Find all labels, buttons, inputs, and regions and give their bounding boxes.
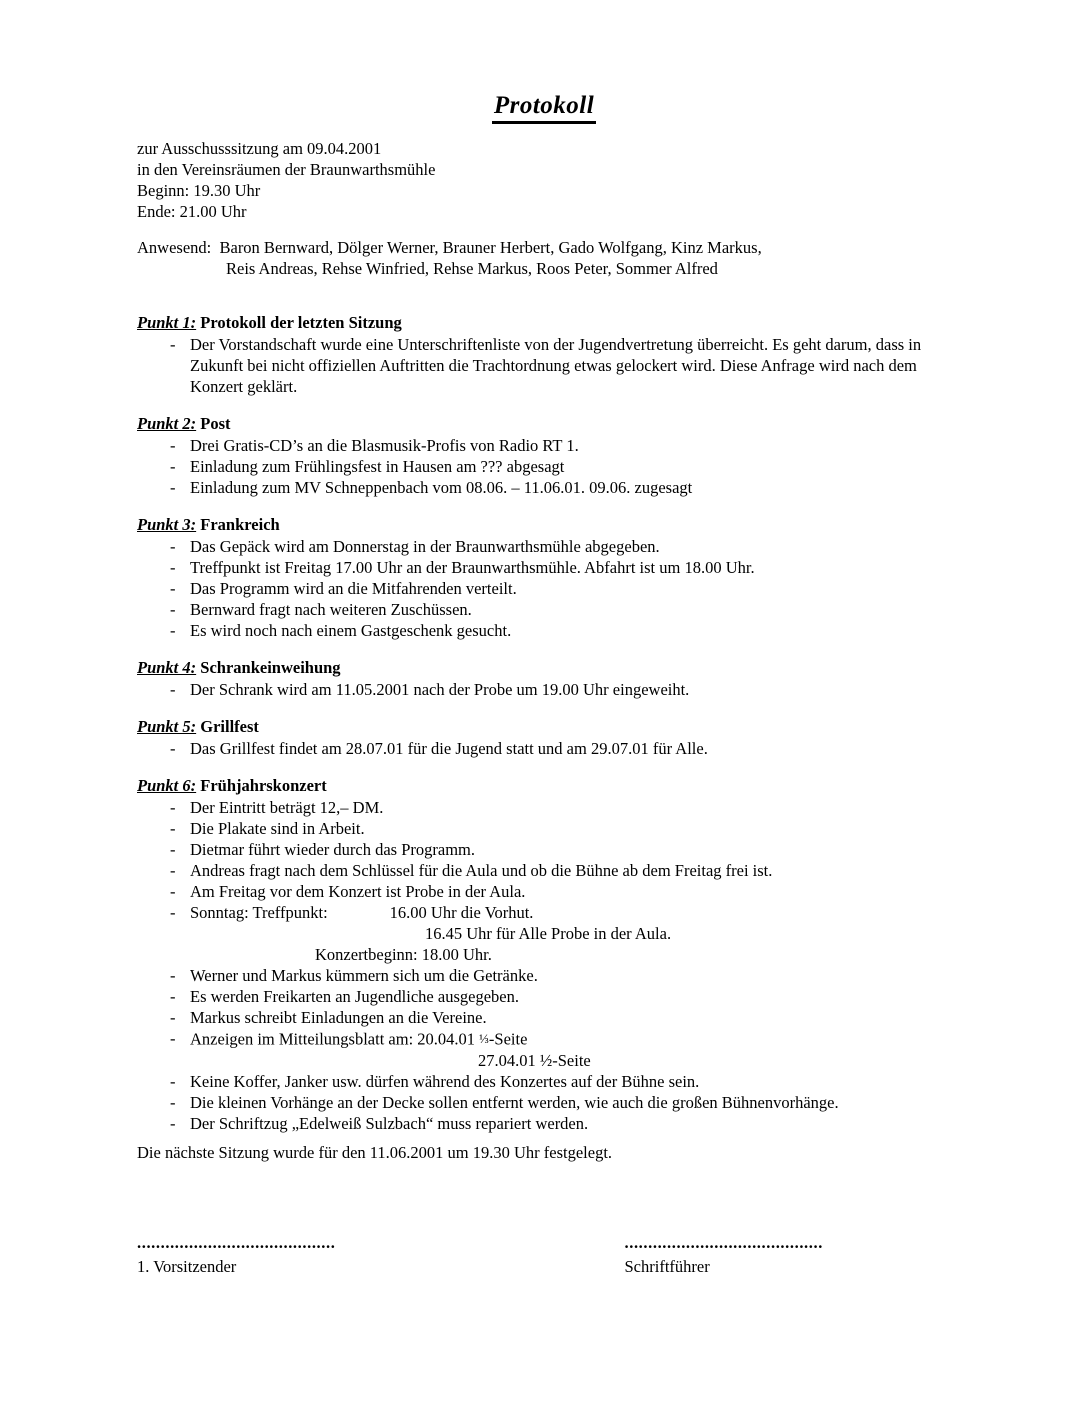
- list-item: [137, 818, 967, 839]
- list-item-text: Einladung zum Frühlingsfest in Hausen am ??? abgesagt: [190, 457, 565, 476]
- signature-line-secretary: ..........................................: [624, 1236, 823, 1252]
- list-item-text: Andreas fragt nach dem Schlüssel für die Aula und ob die Bühne ab dem Freitag frei ist.: [190, 861, 773, 880]
- anzeigen-fraction-third: ⅓: [479, 1031, 489, 1046]
- list-item: [137, 679, 967, 700]
- list-item: [137, 839, 967, 860]
- anzeigen-line-2: [190, 1050, 967, 1071]
- section-punkt-label: Punkt 5:: [137, 717, 197, 736]
- list-item-text: Der Schriftzug „Edelweiß Sulzbach“ muss repariert werden.: [190, 1113, 589, 1133]
- bullet-dash-icon: -: [170, 840, 176, 859]
- list-item-text: Die kleinen Vorhänge an der Decke sollen entfernt werden, wie auch die großen Bühnenvorhänge.: [190, 1092, 839, 1112]
- sonntag-label: Sonntag: Treffpunkt:: [190, 903, 328, 922]
- sections-container: [137, 312, 967, 1150]
- list-item: [137, 797, 967, 818]
- bullet-dash-icon: -: [170, 579, 176, 598]
- section-punkt-2: [137, 413, 967, 498]
- list-item-text: Markus schreibt Einladungen an die Vereine.: [190, 1008, 487, 1027]
- list-item-text: Das Gepäck wird am Donnerstag in der Braunwarthsmühle abgegeben.: [190, 537, 660, 556]
- section-punkt-6: [137, 775, 967, 1134]
- bullet-dash-icon: -: [170, 680, 176, 699]
- section-punkt-label: Punkt 6:: [137, 776, 197, 795]
- list-item: [137, 965, 967, 986]
- meta-line-end: Ende: 21.00 Uhr: [137, 202, 247, 221]
- anzeigen-fraction-half: ½: [539, 1050, 553, 1070]
- section-title: Schrankeinweihung: [200, 658, 341, 677]
- list-item-text: Die Plakate sind in Arbeit.: [190, 819, 365, 838]
- list-item-text: Das Programm wird an die Mitfahrenden verteilt.: [190, 579, 517, 598]
- section-title: Frühjahrskonzert: [200, 776, 327, 795]
- list-item-text: Werner und Markus kümmern sich um die Getränke.: [190, 966, 538, 985]
- anzeigen-date-2: 27.04.01: [478, 1050, 540, 1070]
- bullet-dash-icon: -: [170, 1092, 176, 1112]
- list-item-sonntag: [137, 902, 967, 965]
- section-punkt-4: [137, 657, 967, 700]
- list-item: [137, 578, 967, 599]
- section-heading: [137, 514, 967, 535]
- bullet-dash-icon: -: [170, 861, 176, 880]
- sonntag-line-1: [190, 902, 967, 923]
- anzeigen-line-1: [190, 1028, 967, 1050]
- signature-label-secretary: Schriftführer: [624, 1257, 710, 1276]
- section-title: Frankreich: [200, 515, 280, 534]
- bullet-dash-icon: -: [170, 457, 176, 476]
- section-heading: [137, 413, 967, 434]
- section-punkt-3: [137, 514, 967, 641]
- list-item-text: Es wird noch nach einem Gastgeschenk gesucht.: [190, 621, 512, 640]
- list-item: [137, 881, 967, 902]
- bullet-list: [137, 536, 967, 641]
- list-item-anzeigen: [137, 1028, 967, 1071]
- section-heading: [137, 312, 967, 333]
- section-title: Protokoll der letzten Sitzung: [200, 313, 402, 332]
- bullet-list: [137, 797, 967, 1134]
- list-item: [137, 435, 967, 456]
- attendees-names-1: Baron Bernward, Dölger Werner, Brauner Herbert, Gado Wolfgang, Kinz Markus,: [219, 238, 762, 257]
- signature-row: [137, 1236, 967, 1278]
- list-item-text: Der Vorstandschaft wurde eine Unterschriftenliste von der Jugendvertretung überreicht. Es geht darum, dass in Zukunft bei nicht offiziellen Auftritten die Trachtordnung etwas gelockert wird. Diese Anfrage wird nach dem Konzert geklärt.: [190, 335, 922, 396]
- section-punkt-label: Punkt 1:: [137, 313, 197, 332]
- list-item-text: Bernward fragt nach weiteren Zuschüssen.: [190, 600, 472, 619]
- section-heading: [137, 775, 967, 796]
- sonntag-line-2: 16.45 Uhr für Alle Probe in der Aula.: [425, 924, 672, 943]
- list-item: [137, 986, 967, 1007]
- list-item-text: Es werden Freikarten an Jugendliche ausgegeben.: [190, 987, 519, 1006]
- section-punkt-1: [137, 312, 967, 397]
- bullet-dash-icon: -: [170, 1071, 176, 1091]
- section-punkt-5: [137, 716, 967, 759]
- anzeigen-suffix-1: -Seite: [488, 1029, 528, 1049]
- list-item: [137, 599, 967, 620]
- bullet-dash-icon: -: [170, 739, 176, 758]
- bullet-dash-icon: -: [170, 335, 176, 354]
- signature-label-chairman: 1. Vorsitzender: [137, 1257, 237, 1276]
- list-item: [137, 536, 967, 557]
- list-item: [137, 557, 967, 578]
- list-item: [137, 1113, 967, 1134]
- bullet-dash-icon: -: [170, 798, 176, 817]
- list-item-text: Dietmar führt wieder durch das Programm.: [190, 840, 475, 859]
- bullet-dash-icon: -: [170, 621, 176, 640]
- list-item-text: Das Grillfest findet am 28.07.01 für die Jugend statt und am 29.07.01 für Alle.: [190, 739, 708, 758]
- signature-column-chairman: [137, 1236, 480, 1278]
- list-item-text: Einladung zum MV Schneppenbach vom 08.06. – 11.06.01. 09.06. zugesagt: [190, 478, 693, 497]
- section-title: Post: [200, 414, 231, 433]
- bullet-dash-icon: -: [170, 537, 176, 556]
- meta-line-location: in den Vereinsräumen der Braunwarthsmühle: [137, 160, 436, 179]
- sonntag-time-1: 16.00 Uhr die Vorhut.: [389, 903, 534, 922]
- page-title-text: Protokoll: [492, 92, 596, 124]
- list-item: [137, 1092, 967, 1113]
- bullet-dash-icon: -: [170, 436, 176, 455]
- list-item: [137, 620, 967, 641]
- list-item: [137, 456, 967, 477]
- list-item-text: Keine Koffer, Janker usw. dürfen während des Konzertes auf der Bühne sein.: [190, 1071, 700, 1091]
- section-punkt-label: Punkt 3:: [137, 515, 197, 534]
- sonntag-konzertbeginn: Konzertbeginn: 18.00 Uhr.: [315, 945, 492, 964]
- bullet-dash-icon: -: [170, 882, 176, 901]
- bullet-dash-icon: -: [170, 1113, 176, 1133]
- bullet-list: [137, 738, 967, 759]
- signature-line-chairman: ..........................................: [137, 1236, 336, 1252]
- section-heading: [137, 716, 967, 737]
- meeting-meta: [137, 138, 435, 222]
- list-item: [137, 860, 967, 881]
- signature-block: [137, 1236, 967, 1278]
- attendees-line-1: [137, 237, 762, 258]
- list-item-text: Treffpunkt ist Freitag 17.00 Uhr an der Braunwarthsmühle. Abfahrt ist um 18.00 Uhr.: [190, 558, 755, 577]
- attendees-line-2: Reis Andreas, Rehse Winfried, Rehse Markus, Roos Peter, Sommer Alfred: [226, 259, 718, 278]
- bullet-dash-icon: -: [170, 600, 176, 619]
- closing-statement: Die nächste Sitzung wurde für den 11.06.2001 um 19.30 Uhr festgelegt.: [137, 1143, 613, 1162]
- sonntag-block: [190, 902, 967, 965]
- section-punkt-label: Punkt 2:: [137, 414, 197, 433]
- attendees-label: Anwesend:: [137, 238, 212, 257]
- bullet-dash-icon: -: [170, 987, 176, 1006]
- bullet-dash-icon: -: [170, 1029, 176, 1048]
- bullet-list: [137, 679, 967, 700]
- section-heading: [137, 657, 967, 678]
- bullet-dash-icon: -: [170, 558, 176, 577]
- bullet-dash-icon: -: [170, 478, 176, 497]
- meta-line-start: Beginn: 19.30 Uhr: [137, 181, 261, 200]
- list-item-text: Drei Gratis-CD’s an die Blasmusik-Profis von Radio RT 1.: [190, 436, 579, 455]
- list-item-text: Am Freitag vor dem Konzert ist Probe in der Aula.: [190, 882, 526, 901]
- list-item-text: Der Schrank wird am 11.05.2001 nach der Probe um 19.00 Uhr eingeweiht.: [190, 680, 690, 699]
- bullet-list: [137, 435, 967, 498]
- bullet-dash-icon: -: [170, 903, 176, 922]
- list-item: [137, 477, 967, 498]
- anzeigen-suffix-2: -Seite: [552, 1050, 591, 1070]
- list-item: [137, 334, 967, 397]
- section-title: Grillfest: [200, 717, 259, 736]
- bullet-dash-icon: -: [170, 1008, 176, 1027]
- list-item: [137, 1007, 967, 1028]
- list-item: [137, 738, 967, 759]
- signature-column-secretary: [625, 1236, 968, 1278]
- attendees-block: [137, 237, 762, 279]
- bullet-dash-icon: -: [170, 966, 176, 985]
- list-item: [137, 1071, 967, 1092]
- bullet-list: [137, 334, 967, 397]
- anzeigen-block: [190, 1028, 967, 1071]
- list-item-text: Der Eintritt beträgt 12,– DM.: [190, 798, 384, 817]
- section-punkt-label: Punkt 4:: [137, 658, 197, 677]
- meta-line-session: zur Ausschusssitzung am 09.04.2001: [137, 139, 382, 158]
- page-title: [0, 0, 1088, 124]
- bullet-dash-icon: -: [170, 819, 176, 838]
- anzeigen-prefix: Anzeigen im Mitteilungsblatt am: 20.04.01: [190, 1029, 480, 1049]
